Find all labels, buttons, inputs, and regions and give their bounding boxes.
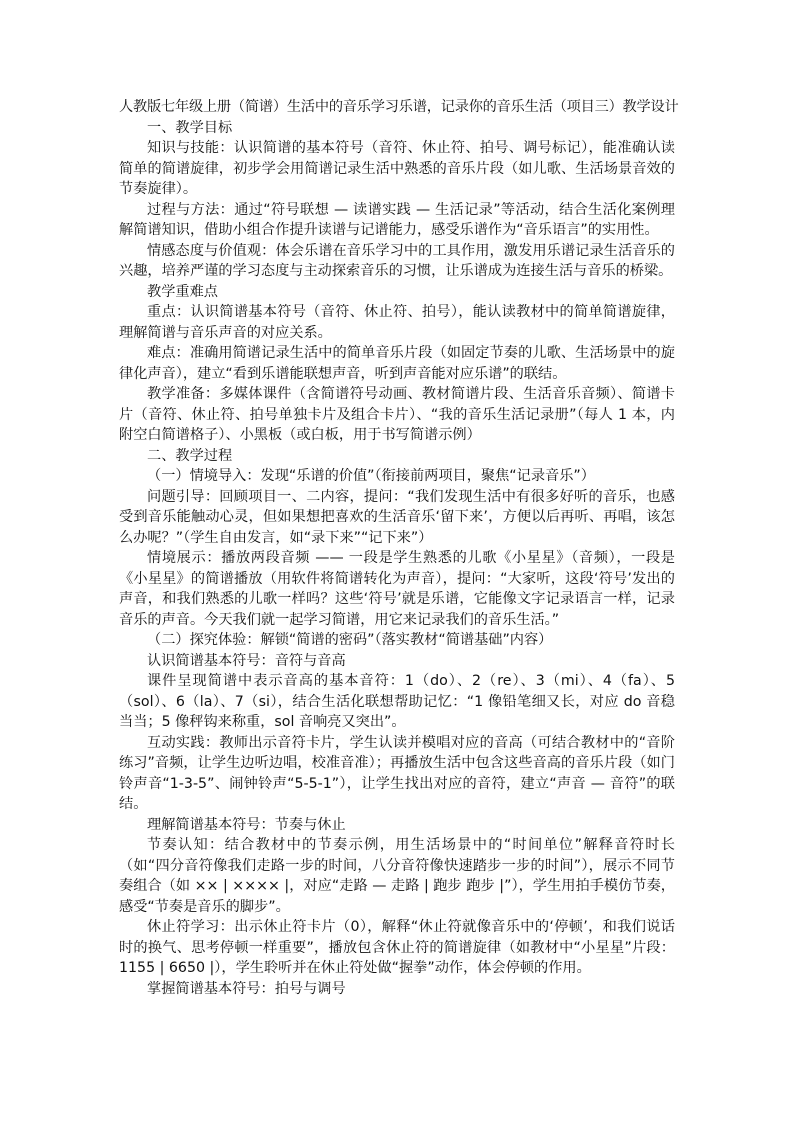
body-paragraph: 课件呈现简谱中表示音高的基本音符：1（do）、2（re）、3（mi）、4（fa）、5（sol）、6（la）、7（si），结合生活化联想帮助记忆：“1 像铅笔细又长，对应 do 音稳当当；5 像秤钩来称重，sol 音响亮又突出”。 bbox=[119, 673, 675, 730]
section-heading: （二）探究体验：解锁“简谱的密码”（落实教材“简谱基础”内容） bbox=[147, 632, 553, 648]
document-title: 人教版七年级上册（简谱）生活中的音乐学习乐谱，记录你的音乐生活（项目三）教学设计 bbox=[119, 99, 679, 115]
body-paragraph: 情感态度与价值观：体会乐谱在音乐学习中的工具作用，激发用乐谱记录生活音乐的兴趣，培养严谨的学习态度与主动探索音乐的习惯，让乐谱成为连接生活与音乐的桥梁。 bbox=[119, 242, 675, 279]
body-paragraph: 问题引导：回顾项目一、二内容，提问：“我们发现生活中有很多好听的音乐，也感受到音乐能触动心灵，但如果想把喜欢的生活音乐‘留下来’，方便以后再听、再唱，该怎么办呢？”（学生自由发言，如“录下来”“记下来”） bbox=[119, 488, 675, 546]
document-page bbox=[119, 97, 679, 999]
section-heading: 掌握简谱基本符号：拍号与调号 bbox=[147, 980, 346, 997]
document-body bbox=[119, 118, 675, 1000]
section-heading: 二、教学过程 bbox=[147, 447, 233, 464]
body-paragraph: 情境展示：播放两段音频 —— 一段是学生熟悉的儿歌《小星星》（音频），一段是《小星星》的简谱播放（用软件将简谱转化为声音），提问：“大家听，这段‘符号’发出的声音，和我们熟悉的儿歌一样吗？这些‘符号’就是乐谱，它能像文字记录语言一样，记录音乐的声音。今天我们就一起学习简谱，用它来记录我们的音乐生活。” bbox=[119, 550, 675, 628]
body-paragraph: 知识与技能：认识简谱的基本符号（音符、休止符、拍号、调号标记），能准确认读简单的简谱旋律，初步学会用简谱记录生活中熟悉的音乐片段（如儿歌、生活场景音效的节奏旋律）。 bbox=[119, 140, 675, 197]
section-heading: 认识简谱基本符号：音符与音高 bbox=[147, 652, 346, 669]
body-paragraph: 节奏认知：结合教材中的节奏示例，用生活场景中的“时间单位”解释音符时长（如“四分音符像我们走路一步的时间，八分音符像快速踏步一步的时间”），展示不同节奏组合（如 ×× | ×××× |，对应“走路 — 走路 | 跑步 跑步 |”），学生用拍手模仿节奏，感受“节奏是音乐的脚步”。 bbox=[119, 837, 675, 915]
body-paragraph: 教学准备：多媒体课件（含简谱符号动画、教材简谱片段、生活音乐音频）、简谱卡片（音符、休止符、拍号单独卡片及组合卡片）、“我的音乐生活记录册”（每人 1 本，内附空白简谱格子）、小黑板（或白板，用于书写简谱示例） bbox=[119, 386, 675, 443]
body-paragraph: 休止符学习：出示休止符卡片（0），解释“休止符就像音乐中的‘停顿’，和我们说话时的换气、思考停顿一样重要”，播放包含休止符的简谱旋律（如教材中“小星星”片段：1155 | 6650 |），学生聆听并在休止符处做“握拳”动作，体会停顿的作用。 bbox=[119, 919, 675, 976]
body-paragraph: 重点：认识简谱基本符号（音符、休止符、拍号），能认读教材中的简单简谱旋律，理解简谱与音乐声音的对应关系。 bbox=[119, 304, 675, 341]
body-paragraph: 过程与方法：通过“符号联想 — 读谱实践 — 生活记录”等活动，结合生活化案例理解简谱知识，借助小组合作提升读谱与记谱能力，感受乐谱作为“音乐语言”的实用性。 bbox=[119, 201, 675, 238]
body-paragraph: 难点：准确用简谱记录生活中的简单音乐片段（如固定节奏的儿歌、生活场景中的旋律化声音），建立“看到乐谱能联想声音，听到声音能对应乐谱”的联结。 bbox=[119, 345, 675, 382]
section-heading: 教学重难点 bbox=[147, 283, 218, 300]
section-heading: （一）情境导入：发现“乐谱的价值”（衔接前两项目，聚焦“记录音乐”） bbox=[147, 468, 595, 484]
section-heading: 理解简谱基本符号：节奏与休止 bbox=[147, 816, 346, 833]
section-heading: 一、教学目标 bbox=[147, 119, 233, 136]
body-paragraph: 互动实践：教师出示音符卡片，学生认读并模唱对应的音高（可结合教材中的“音阶练习”音频，让学生边听边唱，校准音准）；再播放生活中包含这些音高的音乐片段（如门铃声音“1-3-5”、闹钟铃声“5-5-1”），让学生找出对应的音符，建立“声音 — 音符”的联结。 bbox=[119, 734, 675, 812]
